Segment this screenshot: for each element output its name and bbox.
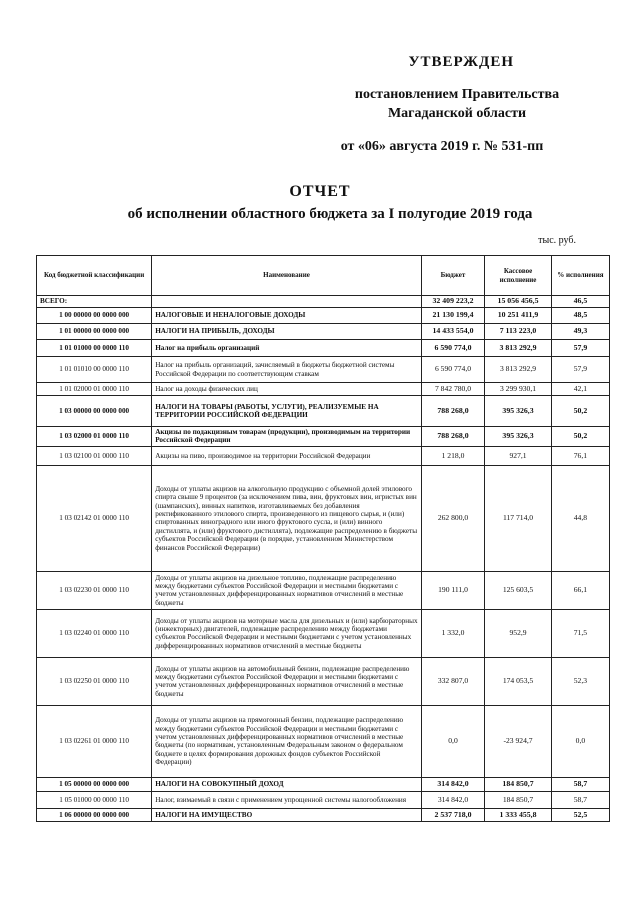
execution-cell: 395 326,3	[485, 427, 552, 447]
code-cell: 1 03 00000 00 0000 000	[37, 396, 152, 427]
code-cell: 1 03 02250 01 0000 110	[37, 657, 152, 705]
code-cell: 1 05 01000 00 0000 110	[37, 791, 152, 808]
code-cell: 1 00 00000 00 0000 000	[37, 308, 152, 324]
budget-cell: 314 842,0	[421, 777, 484, 791]
budget-cell: 6 590 774,0	[421, 340, 484, 357]
table-row	[37, 427, 610, 447]
table-row	[37, 791, 610, 808]
name-cell: НАЛОГОВЫЕ И НЕНАЛОГОВЫЕ ДОХОДЫ	[152, 308, 422, 324]
budget-cell: 788 268,0	[421, 427, 484, 447]
name-cell	[152, 296, 422, 308]
name-cell: Доходы от уплаты акцизов на моторные масла для дизельных и (или) карбюраторных (инжекторных) двигателей, подлежащие распределению между бюджетами субъектов Российской Федерации и местными бюджетами с учетом установленных дифференцированных нормативов отчислений в местные бюджеты	[152, 609, 422, 657]
table-header-row	[37, 256, 610, 296]
execution-cell: 3 813 292,9	[485, 357, 552, 383]
document-title: ОТЧЕТ	[289, 183, 351, 200]
execution-cell: 395 326,3	[485, 396, 552, 427]
code-cell: 1 03 02142 01 0000 110	[37, 465, 152, 571]
budget-cell: 788 268,0	[421, 396, 484, 427]
column-header-percent: % исполнения	[551, 256, 609, 296]
budget-cell: 32 409 223,2	[421, 296, 484, 308]
name-cell: Налог на прибыль организаций	[152, 340, 422, 357]
code-cell: 1 03 02230 01 0000 110	[37, 571, 152, 609]
percent-cell: 52,3	[551, 657, 609, 705]
code-cell: 1 03 02000 01 0000 110	[37, 427, 152, 447]
budget-cell: 190 111,0	[421, 571, 484, 609]
budget-cell: 7 842 780,0	[421, 383, 484, 396]
code-cell: 1 01 01000 00 0000 110	[37, 340, 152, 357]
percent-cell: 49,3	[551, 324, 609, 340]
name-cell: Налог на прибыль организаций, зачисляемый в бюджеты бюджетной системы Российской Федерации по соответствующим ставкам	[152, 357, 422, 383]
execution-cell: 184 850,7	[485, 777, 552, 791]
table-row	[37, 657, 610, 705]
table-row	[37, 609, 610, 657]
name-cell: НАЛОГИ НА ИМУЩЕСТВО	[152, 808, 422, 821]
table-row	[37, 396, 610, 427]
percent-cell: 42,1	[551, 383, 609, 396]
decree-line-3: от «06» августа 2019 г. № 531-пп	[340, 139, 544, 154]
table-row	[37, 705, 610, 777]
execution-cell: 117 714,0	[485, 465, 552, 571]
table-row	[37, 446, 610, 465]
execution-cell: 3 813 292,9	[485, 340, 552, 357]
budget-cell: 2 537 718,0	[421, 808, 484, 821]
execution-cell: 125 603,5	[485, 571, 552, 609]
table-row	[37, 808, 610, 821]
code-cell: 1 03 02100 01 0000 110	[37, 446, 152, 465]
execution-cell: 184 850,7	[485, 791, 552, 808]
name-cell: Налог, взимаемый в связи с применением упрощенной системы налогообложения	[152, 791, 422, 808]
budget-cell: 1 332,0	[421, 609, 484, 657]
table-row	[37, 340, 610, 357]
percent-cell: 76,1	[551, 446, 609, 465]
percent-cell: 46,5	[551, 296, 609, 308]
approval-stamp	[312, 54, 572, 156]
name-cell: Налог на доходы физических лиц	[152, 383, 422, 396]
code-cell: 1 03 02240 01 0000 110	[37, 609, 152, 657]
budget-cell: 6 590 774,0	[421, 357, 484, 383]
budget-cell: 21 130 199,4	[421, 308, 484, 324]
percent-cell: 71,5	[551, 609, 609, 657]
percent-cell: 44,8	[551, 465, 609, 571]
budget-cell: 262 800,0	[421, 465, 484, 571]
percent-cell: 48,5	[551, 308, 609, 324]
budget-cell: 14 433 554,0	[421, 324, 484, 340]
decree-line-1: постановлением Правительства	[354, 87, 560, 102]
name-cell: Доходы от уплаты акцизов на дизельное топливо, подлежащие распределению между бюджетами субъектов Российской Федерации и местными бюджетами с учетом установленных дифференцированных нормативов отчислений в местные бюджеты	[152, 571, 422, 609]
table-row	[37, 296, 610, 308]
execution-cell: 3 299 930,1	[485, 383, 552, 396]
column-header-name: Наименование	[152, 256, 422, 296]
code-cell: ВСЕГО:	[37, 296, 152, 308]
execution-cell: 7 113 223,0	[485, 324, 552, 340]
table-row	[37, 308, 610, 324]
code-cell: 1 01 00000 00 0000 000	[37, 324, 152, 340]
code-cell: 1 01 01010 00 0000 110	[37, 357, 152, 383]
execution-cell: 10 251 411,9	[485, 308, 552, 324]
percent-cell: 57,9	[551, 340, 609, 357]
budget-cell: 0,0	[421, 705, 484, 777]
execution-cell: 174 053,5	[485, 657, 552, 705]
name-cell: Доходы от уплаты акцизов на алкогольную продукцию с объемной долей этилового спирта свыше 9 процентов (за исключением пива, вин, фруктовых вин, игристых вин (шампанских), винных напитков, изготавливаемых без добавления ректификованного этилового спирта, произведенного из пищевого сырья, и (или) спиртованных виноградного или иного фруктового сусла, и (или) винного дистиллята, и (или) фруктового дистиллята), подлежащие распределению в бюджеты субъектов Российской Федерации (в порядке, установленном Министерством финансов Российской Федерации)	[152, 465, 422, 571]
table-row	[37, 383, 610, 396]
name-cell: НАЛОГИ НА ТОВАРЫ (РАБОТЫ, УСЛУГИ), РЕАЛИЗУЕМЫЕ НА ТЕРРИТОРИИ РОССИЙСКОЙ ФЕДЕРАЦИИ	[152, 396, 422, 427]
code-cell: 1 05 00000 00 0000 000	[37, 777, 152, 791]
budget-report-table	[36, 255, 610, 822]
percent-cell: 50,2	[551, 427, 609, 447]
percent-cell: 50,2	[551, 396, 609, 427]
name-cell: НАЛОГИ НА ПРИБЫЛЬ, ДОХОДЫ	[152, 324, 422, 340]
percent-cell: 52,5	[551, 808, 609, 821]
name-cell: НАЛОГИ НА СОВОКУПНЫЙ ДОХОД	[152, 777, 422, 791]
name-cell: Доходы от уплаты акцизов на прямогонный бензин, подлежащие распределению между бюджетами субъектов Российской Федерации и местными бюджетами с учетом установленных дифференцированных нормативов отчислений в местные бюджеты (по нормативам, установленным Федеральным законом о федеральном бюджете в целях формирования дорожных фондов субъектов Российской Федерации)	[152, 705, 422, 777]
code-cell: 1 06 00000 00 0000 000	[37, 808, 152, 821]
budget-cell: 1 218,0	[421, 446, 484, 465]
name-cell: Акцизы на пиво, производимое на территории Российской Федерации	[152, 446, 422, 465]
table-row	[37, 777, 610, 791]
units-label: тыс. руб.	[538, 235, 576, 246]
budget-cell: 332 807,0	[421, 657, 484, 705]
approved-label: УТВЕРЖДЕН	[408, 54, 514, 70]
code-cell: 1 01 02000 01 0000 110	[37, 383, 152, 396]
execution-cell: 1 333 455,8	[485, 808, 552, 821]
table-row	[37, 465, 610, 571]
execution-cell: 15 056 456,5	[485, 296, 552, 308]
percent-cell: 58,7	[551, 777, 609, 791]
table-row	[37, 357, 610, 383]
code-cell: 1 03 02261 01 0000 110	[37, 705, 152, 777]
percent-cell: 58,7	[551, 791, 609, 808]
percent-cell: 66,1	[551, 571, 609, 609]
document-subtitle: об исполнении областного бюджета за I полугодие 2019 года	[127, 206, 533, 222]
percent-cell: 0,0	[551, 705, 609, 777]
percent-cell: 57,9	[551, 357, 609, 383]
execution-cell: 952,9	[485, 609, 552, 657]
column-header-code: Код бюджетной классификации	[37, 256, 152, 296]
table-row	[37, 571, 610, 609]
column-header-execution: Кассовое исполнение	[485, 256, 552, 296]
budget-cell: 314 842,0	[421, 791, 484, 808]
name-cell: Акцизы по подакцизным товарам (продукции), производимым на территории Российской Федерации	[152, 427, 422, 447]
table-row	[37, 324, 610, 340]
name-cell: Доходы от уплаты акцизов на автомобильный бензин, подлежащие распределению между бюджетами субъектов Российской Федерации и местными бюджетами с учетом установленных дифференцированных нормативов отчислений в местные бюджеты	[152, 657, 422, 705]
execution-cell: -23 924,7	[485, 705, 552, 777]
column-header-budget: Бюджет	[421, 256, 484, 296]
execution-cell: 927,1	[485, 446, 552, 465]
table-body	[37, 296, 610, 822]
decree-line-2: Магаданской области	[387, 106, 527, 121]
